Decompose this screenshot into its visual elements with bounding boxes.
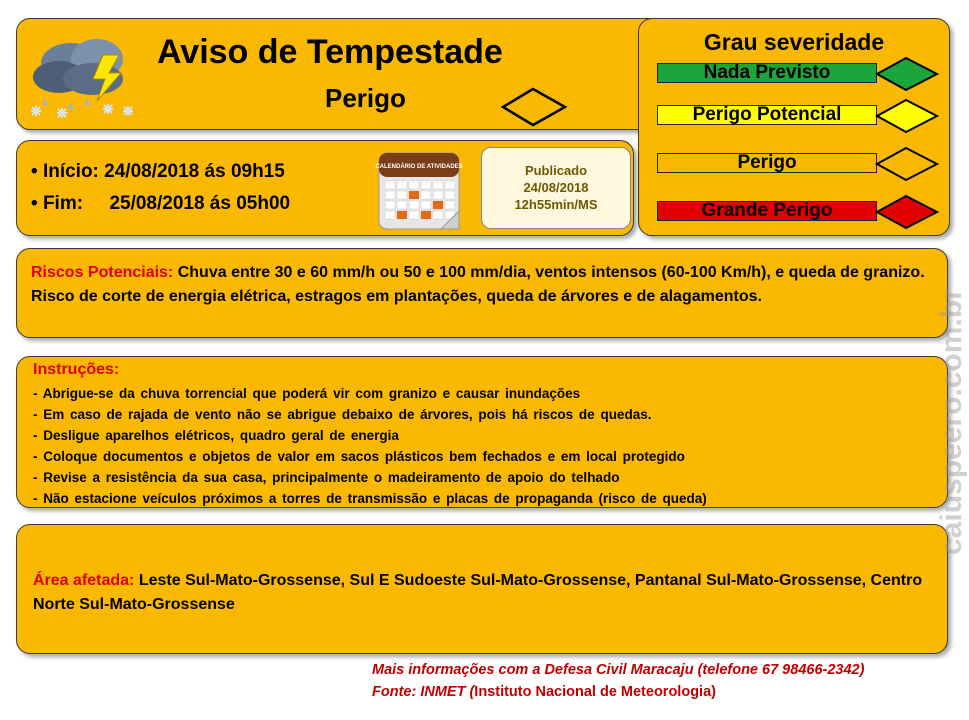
end-date-text: Fim: 25/08/2018 ás 05h00: [42, 193, 291, 214]
footer-source: [372, 684, 716, 700]
storm-cloud-icon: [23, 29, 143, 125]
severity-title: Grau severidade: [703, 29, 885, 55]
instruction-item: - Em caso de rajada de vento não se abrigue debaixo de árvores, pois há riscos de quedas.: [33, 407, 652, 422]
instruction-item: - Revise a resistência da sua casa, principalmente o madeiramento de apoio do telhado: [33, 470, 620, 485]
published-time: 12h55min/MS: [514, 197, 598, 212]
red-diamond-icon: [873, 193, 943, 231]
published-date: 24/08/2018: [523, 180, 589, 195]
severity-level-none: Nada Previsto: [657, 63, 877, 83]
green-diamond-icon: [873, 55, 943, 93]
calendar-icon: [375, 147, 465, 233]
instructions-title: Instruções:: [33, 361, 120, 378]
instruction-item: - Coloque documentos e objetos de valor em sacos plásticos bem fechados e em local protegido: [33, 449, 685, 464]
risks-panel: [16, 248, 948, 338]
instruction-item: - Abrigue-se da chuva torrencial que poderá vir com granizo e causar inundações: [33, 386, 581, 401]
footer-source-label: Fonte: INMET (: [372, 684, 475, 700]
risks-text: [31, 261, 931, 309]
risks-label: Riscos Potenciais:: [31, 264, 174, 281]
area-description: Leste Sul-Mato-Grossense, Sul E Sudoeste Sul-Mato-Grossense, Pantanal Sul-Mato-Grossense, Centro Norte Sul-Mato-Grossense: [33, 572, 923, 613]
alert-level-subtitle: Perigo: [325, 83, 406, 113]
footer-more-info: Mais informações com a Defesa Civil Maracaju (telefone 67 98466-2342): [372, 662, 865, 678]
header-panel: [16, 18, 696, 130]
calendar-label: CALENDÁRIO DE ATIVIDADES: [375, 164, 463, 170]
dates-panel: [16, 140, 634, 236]
instructions-list: [33, 383, 707, 509]
start-date-text: Início: 24/08/2018 ás 09h15: [42, 161, 285, 182]
area-label: Área afetada:: [33, 572, 135, 589]
risks-description: Chuva entre 30 e 60 mm/h ou 50 e 100 mm/dia, ventos intensos (60-100 Km/h), e queda de granizo. Risco de corte de energia elétrica, estragos em plantações, queda de árvores e de alagamentos.: [31, 264, 925, 305]
published-info: [481, 147, 631, 229]
yellow-diamond-icon: [873, 97, 943, 135]
severity-level-great-danger: Grande Perigo: [657, 201, 877, 221]
watermark: caiuspeero.com.br: [935, 288, 968, 555]
alert-level-diamond-icon: [495, 85, 573, 129]
start-date: • Início: 24/08/2018 ás 09h15: [31, 161, 285, 182]
affected-area-panel: [16, 524, 948, 654]
published-label: Publicado: [524, 163, 588, 178]
page-title: Aviso de Tempestade: [157, 33, 503, 71]
orange-diamond-icon: [873, 145, 943, 183]
instruction-item: - Desligue aparelhos elétricos, quadro geral de energia: [33, 428, 399, 443]
footer-source-name: Instituto Nacional de Meteorologia): [474, 684, 716, 700]
severity-panel: [638, 18, 950, 236]
severity-level-danger: Perigo: [657, 153, 877, 173]
severity-level-potential: Perigo Potencial: [657, 105, 877, 125]
instruction-item: - Não estacione veículos próximos a torres de transmissão e placas de propaganda (risco de queda): [33, 491, 707, 506]
area-text: [33, 569, 923, 617]
instructions-panel: [16, 356, 948, 508]
end-date: • Fim: 25/08/2018 ás 05h00: [31, 193, 291, 214]
